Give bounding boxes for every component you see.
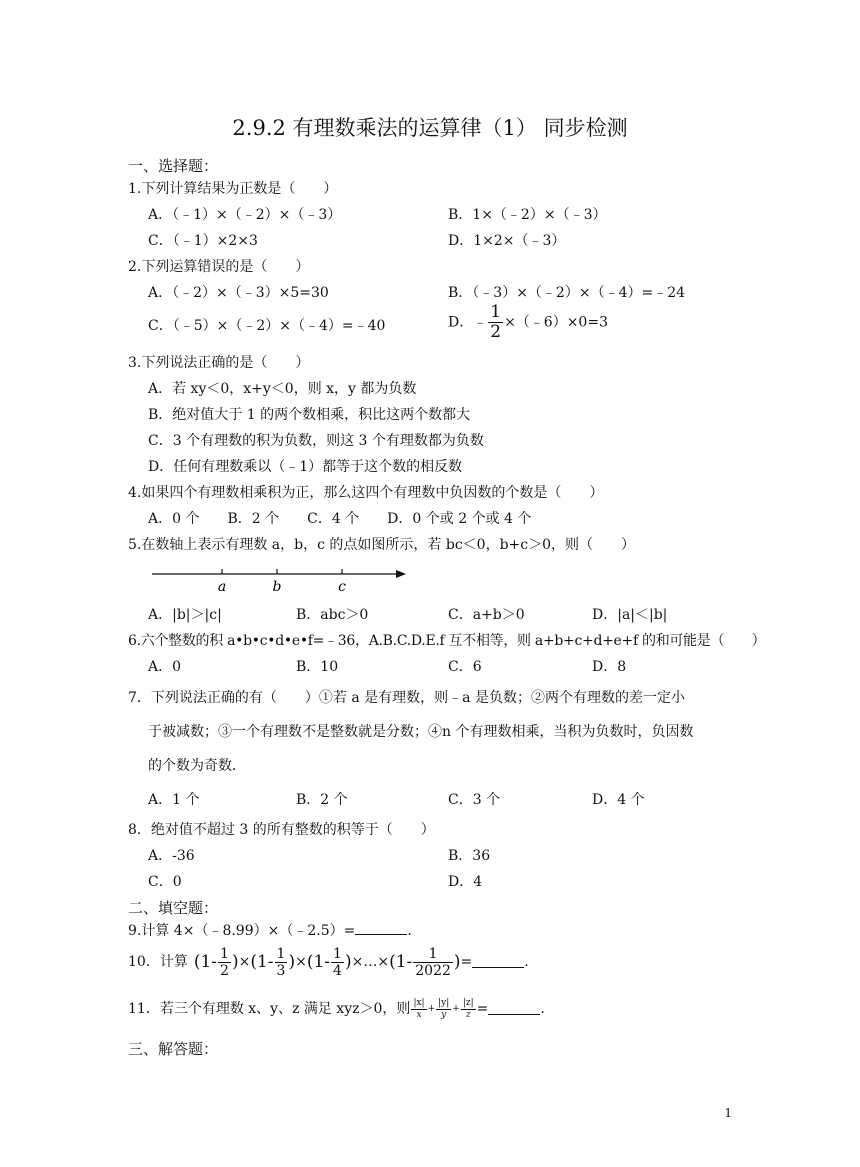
q1-stem: 1.下列计算结果为正数是（ ） — [128, 181, 338, 197]
fraction-abs-y — [436, 999, 451, 1020]
fraction-denominator: x — [416, 1009, 422, 1020]
q9-end: . — [407, 923, 412, 939]
q11-end: . — [540, 1000, 545, 1017]
q8-stem: 8．绝对值不超过 3 的所有整数的积等于（ ） — [128, 822, 435, 838]
q10-prefix: 10．计算 — [128, 953, 188, 970]
q8-option-c: C．0 — [148, 874, 182, 890]
q7-option-a: A．1 个 — [148, 792, 200, 808]
fraction-abs-z — [461, 999, 476, 1020]
q5-option-a: A．|b|＞|c| — [148, 607, 222, 623]
page-number: 1 — [724, 1106, 732, 1120]
fraction-numerator: 1 — [413, 947, 453, 963]
q7-line-3: 的个数为奇数． — [148, 758, 246, 774]
q10-equals: = — [460, 953, 473, 970]
q5-stem: 5.在数轴上表示有理数 a，b，c 的点如图所示，若 bc＜0，b+c＞0，则（ ） — [128, 537, 636, 553]
number-line-arrow — [396, 570, 406, 578]
fraction-denominator: 2 — [220, 962, 229, 979]
q2-stem: 2.下列运算错误的是（ ） — [128, 259, 310, 275]
q7-option-c: C．3 个 — [448, 792, 501, 808]
q5-option-b: B．abc＞0 — [296, 607, 369, 623]
q9-answer-blank — [355, 933, 407, 935]
q3-stem: 3.下列说法正确的是（ ） — [128, 355, 310, 371]
q8-option-d: D．4 — [448, 874, 483, 890]
fraction-numerator: 1 — [490, 302, 502, 322]
section-fill-heading: 二、填空题： — [128, 899, 219, 917]
q7-line-2: 于被减数；③一个有理数不是整数就是分数；④n 个有理数相乘，当积为负数时，负因数 — [148, 724, 694, 740]
fraction-numerator: |x| — [413, 997, 425, 1008]
page-title: 2.9.2 有理数乘法的运算律（1） 同步检测 — [232, 116, 628, 140]
q2-option-d — [448, 304, 608, 341]
fraction-denominator: y — [441, 1009, 447, 1020]
q2-option-d-prefix: D．﹣ — [448, 314, 488, 331]
q6-option-a: A．0 — [148, 659, 182, 675]
fraction-denominator: 3 — [276, 962, 286, 979]
q9-text: 9.计算 4×（﹣8.99）×（﹣2.5）= — [128, 923, 356, 939]
plus-sign: + — [452, 1003, 460, 1014]
q6-option-c: C．6 — [448, 659, 482, 675]
paren-close: ) — [231, 951, 239, 972]
paren-open: (1- — [306, 951, 331, 972]
q3-option-b: B．绝对值大于 1 的两个数相乘，积比这两个数都大 — [148, 407, 471, 423]
paren-close: ) — [288, 951, 296, 972]
number-line-figure — [152, 564, 412, 594]
label-b: b — [272, 579, 282, 594]
q9 — [128, 923, 412, 940]
q8-option-a: A．-36 — [148, 848, 195, 864]
q2-option-d-suffix: ×（﹣6）×0=3 — [504, 314, 608, 331]
q10-answer-blank — [472, 966, 524, 968]
q6-option-d: D．8 — [592, 659, 627, 675]
q11-equals: = — [476, 1000, 489, 1017]
times-sign: × — [295, 953, 307, 970]
fraction-abs-x — [411, 999, 426, 1020]
q10 — [128, 945, 529, 979]
q1-option-c: C．（﹣1）×2×3 — [148, 233, 258, 249]
fraction-denominator: 2 — [490, 322, 502, 342]
q3-option-a: A．若 xy＜0，x+y＜0，则 x，y 都为负数 — [148, 381, 417, 397]
q7-option-d: D．4 个 — [592, 792, 645, 808]
q6-option-b: B．10 — [296, 659, 339, 675]
paren-open: (1- — [250, 951, 274, 972]
fraction-denominator: z — [465, 1009, 471, 1020]
fraction-1-2 — [218, 947, 231, 978]
q1-option-a: A．（﹣1）×（﹣2）×（﹣3） — [148, 207, 342, 223]
fraction-numerator: 1 — [276, 945, 286, 962]
q1-option-d: D．1×2×（﹣3） — [448, 233, 566, 249]
fraction-numerator: |y| — [438, 997, 450, 1008]
fraction-numerator: 1 — [220, 945, 229, 962]
section-choice-heading: 一、选择题： — [128, 157, 219, 175]
paren-open: (1- — [193, 951, 218, 972]
q4-options: A．0 个 B．2 个 C．4 个 D．0 个或 2 个或 4 个 — [148, 511, 532, 527]
fraction-numerator: |z| — [462, 997, 474, 1008]
section-answer-heading: 三、解答题： — [128, 1040, 219, 1058]
paren-close: ) — [453, 951, 461, 972]
fraction-numerator: 1 — [333, 945, 342, 962]
q6-stem: 6.六个整数的积 a•b•c•d•e•f=﹣36，A.B.C.D.E.f 互不相等，则 a+b+c+d+e+f 的和可能是（ ） — [128, 633, 766, 649]
fraction-denominator: 2022 — [415, 962, 451, 979]
q10-dots: ×…× — [351, 953, 390, 970]
q7-line-1: 7．下列说法正确的有（ ）①若 a 是有理数，则﹣a 是负数；②两个有理数的差一定小 — [128, 690, 685, 706]
q2-option-b: B．（﹣3）×（﹣2）×（﹣4）=﹣24 — [448, 285, 686, 301]
fraction-one-half — [488, 304, 503, 341]
q7-option-b: B．2 个 — [296, 792, 348, 808]
q11 — [128, 994, 545, 1024]
q5-option-d: D．|a|＜|b| — [592, 607, 668, 623]
q11-prefix: 11．若三个有理数 x、y、z 满足 xyz＞0，则 — [128, 1000, 411, 1017]
times-sign: × — [238, 953, 251, 970]
q1-option-b: B．1×（﹣2）×（﹣3） — [448, 207, 607, 223]
q4-stem: 4.如果四个有理数相乘积为正，那么这四个有理数中负因数的个数是（ ） — [128, 485, 604, 501]
q2-option-c: C．（﹣5）×（﹣2）×（﹣4）=﹣40 — [148, 318, 386, 334]
q5-option-c: C．a+b＞0 — [448, 607, 525, 623]
label-c: c — [338, 579, 346, 594]
q2-option-a: A．（﹣2）×（﹣3）×5=30 — [148, 285, 329, 301]
fraction-1-4 — [331, 947, 344, 978]
q8-option-b: B．36 — [448, 848, 491, 864]
q3-option-c: C．3 个有理数的积为负数，则这 3 个有理数都为负数 — [148, 433, 484, 449]
paren-open: (1- — [389, 951, 413, 972]
paren-close: ) — [344, 951, 352, 972]
q10-period: . — [524, 953, 529, 970]
q11-answer-blank — [488, 1013, 540, 1015]
fraction-1-3 — [275, 947, 288, 978]
fraction-denominator: 4 — [333, 962, 342, 979]
fraction-1-2022 — [413, 947, 453, 978]
q3-option-d: D．任何有理数乘以（﹣1）都等于这个数的相反数 — [148, 459, 463, 475]
label-a: a — [217, 579, 227, 594]
plus-sign: + — [427, 1003, 436, 1014]
